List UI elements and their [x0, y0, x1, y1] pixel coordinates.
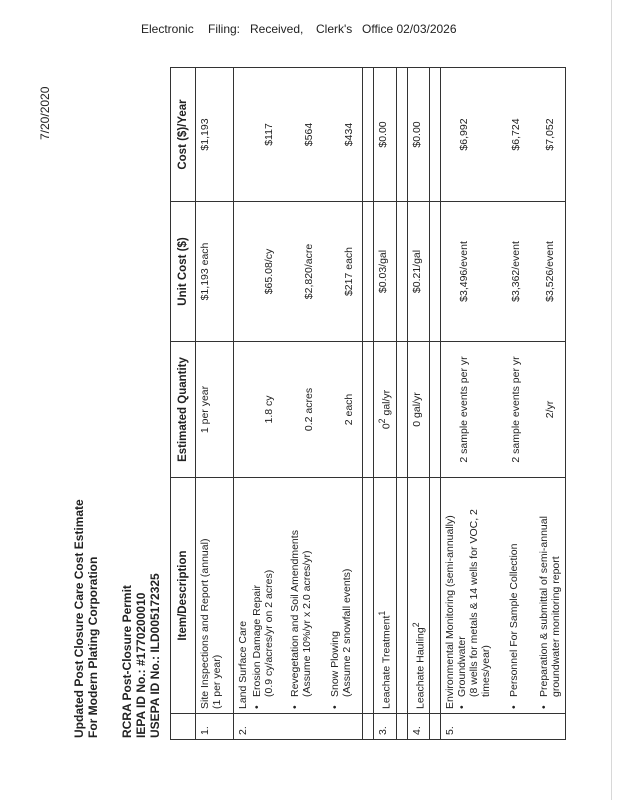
- qty-unit: gal/yr: [380, 389, 393, 419]
- row-desc: [441, 478, 566, 714]
- row-cost: [441, 68, 566, 202]
- list-item: [508, 482, 538, 709]
- bullet-icon: •: [508, 705, 520, 709]
- list-item: [538, 482, 562, 709]
- header-quantity: Estimated Quantity: [171, 342, 196, 478]
- sub-desc: Revegetation and Soil Amendments: [289, 530, 301, 697]
- row-num: 5.: [441, 714, 566, 740]
- row-unit: [441, 202, 566, 342]
- sub-qty: 2 each: [343, 393, 355, 426]
- list-item: [456, 482, 508, 709]
- sub-unit: $3,496/event: [458, 241, 470, 302]
- sub-unit: $3,362/event: [510, 241, 522, 302]
- list-item: [251, 482, 289, 709]
- cost-estimate-table: [170, 67, 566, 740]
- table-row: [234, 68, 363, 740]
- sub-unit: $3,526/event: [544, 241, 556, 302]
- bullet-icon: •: [251, 705, 263, 709]
- list-item: [289, 482, 329, 709]
- row-desc-text: Leachate Treatment: [380, 615, 393, 709]
- sub-qty: 2/yr: [544, 400, 556, 419]
- row-unit: $1,193 each: [196, 202, 234, 342]
- row-desc-note: (1 per year): [211, 654, 223, 709]
- sub-qty: 0.2 acres: [303, 387, 315, 432]
- row-num: 2.: [234, 714, 363, 740]
- row-qty: 1 per year: [196, 342, 234, 478]
- sub-desc: Snow Plowing: [329, 631, 341, 697]
- bullet-icon: •: [329, 705, 341, 709]
- header-office-date: Office 02/03/2026: [362, 22, 457, 36]
- sub-qty: 1.8 cy: [263, 395, 275, 424]
- row-num: 4.: [407, 714, 430, 740]
- row-qty: [234, 342, 363, 478]
- row-num: 3.: [374, 714, 397, 740]
- sub-cost: $7,052: [544, 118, 556, 151]
- sub-desc: Preparation & submittal of semi-annual groundwater monitoring report: [538, 516, 562, 697]
- sub-desc: Erosion Damage Repair: [251, 584, 263, 697]
- qty-value: 0: [380, 423, 393, 430]
- row-unit: $0.03/gal: [374, 202, 397, 342]
- header-electronic: Electronic: [141, 22, 194, 36]
- sub-cost: $564: [303, 122, 315, 147]
- row-unit: [234, 202, 363, 342]
- sub-unit: $217 each: [343, 246, 355, 297]
- row-num: 1.: [196, 714, 234, 740]
- row-qty: [374, 342, 397, 478]
- spacer-row: [396, 68, 407, 740]
- footnote-mark: 2: [377, 418, 387, 424]
- bullet-icon: •: [289, 705, 301, 709]
- row-desc-text: Leachate Hauling: [414, 627, 426, 709]
- sub-cost: $117: [263, 123, 275, 146]
- document-titles: [72, 38, 162, 738]
- sub-unit: $65.08/cy: [263, 248, 275, 295]
- footnote-mark: 2: [410, 622, 421, 628]
- table-row: [407, 68, 430, 740]
- sub-qty: 2 sample events per yr: [510, 356, 522, 463]
- sub-desc: Personnel For Sample Collection: [508, 543, 520, 697]
- title-line-1: Updated Post Closure Care Cost Estimate: [72, 499, 86, 738]
- row-desc: [407, 478, 430, 714]
- header-clerks: Clerk's: [316, 22, 353, 36]
- sub-cost: $6,724: [510, 118, 522, 151]
- row-desc-text: Environmental Monitoring (semi-annually): [444, 515, 456, 709]
- sub-desc-note: (Assume 2 snowfall events): [341, 568, 353, 697]
- bullet-icon: •: [538, 705, 550, 709]
- sub-unit: $2,820/acre: [303, 243, 315, 300]
- sub-qty: 2 sample events per yr: [458, 356, 470, 463]
- header-item: Item/Description: [171, 478, 196, 714]
- header-received: Received,: [250, 22, 304, 36]
- sub-desc-note: (8 wells for metals & 14 wells for VOC, 2 times/year): [468, 509, 492, 697]
- sub-desc-note: (0.9 cy/acres/yr on 2 acres): [263, 569, 275, 697]
- row-unit: $0.21/gal: [407, 202, 430, 342]
- row-desc-text: Land Surface Care: [237, 620, 249, 709]
- header-num: [171, 714, 196, 740]
- row-cost: $1,193: [196, 68, 234, 202]
- list-item: [329, 482, 359, 709]
- row-cost: [234, 68, 363, 202]
- row-qty: [441, 342, 566, 478]
- row-desc: [234, 478, 363, 714]
- document-date: 7/20/2020: [38, 86, 52, 140]
- row-cost: $0.00: [374, 68, 397, 202]
- sub-desc-note: (Assume 10%/yr x 2.0 acres/yr): [301, 550, 313, 697]
- sub-cost: $434: [343, 122, 355, 147]
- row-desc: [374, 478, 397, 714]
- bullet-icon: •: [456, 705, 468, 709]
- row-desc-text: Site Inspections and Report (annual): [199, 538, 211, 709]
- table-row: [374, 68, 397, 740]
- title-line-2: For Modern Plating Corporation: [86, 556, 100, 738]
- title-line-5: USEPA ID No.: ILD005172325: [148, 573, 162, 738]
- title-line-4: IEPA ID No.: #1770200010: [134, 592, 148, 738]
- header-filing: Filing:: [208, 22, 241, 36]
- table-row: [196, 68, 234, 740]
- row-desc: [196, 478, 234, 714]
- row-cost: $0.00: [407, 68, 430, 202]
- row-qty: 0 gal/yr: [407, 342, 430, 478]
- spacer-row: [430, 68, 441, 740]
- table-row: [441, 68, 566, 740]
- header-unit-cost: Unit Cost ($): [171, 202, 196, 342]
- spacer-row: [363, 68, 374, 740]
- title-line-3: RCRA Post-Closure Permit: [120, 585, 134, 738]
- footnote-mark: 1: [377, 610, 387, 616]
- sub-desc: Groundwater: [456, 636, 468, 697]
- header-cost-year: Cost ($)/Year: [171, 68, 196, 202]
- sub-cost: $6,992: [458, 118, 470, 151]
- table-header-row: [171, 68, 196, 740]
